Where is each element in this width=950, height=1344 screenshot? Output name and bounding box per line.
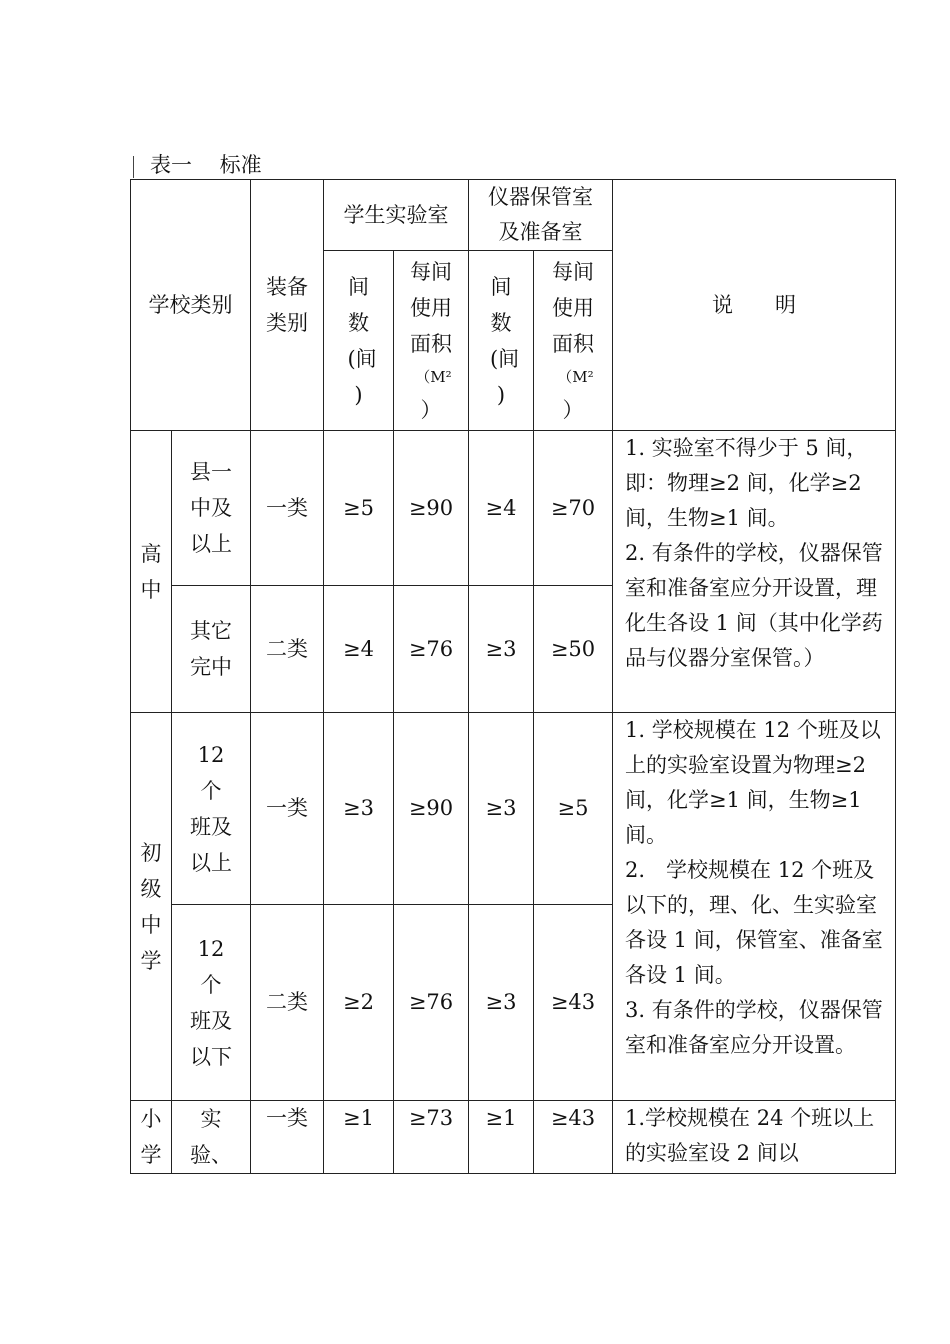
room-count-cell: ≥4: [469, 431, 534, 586]
room-count-cell: ≥3: [469, 713, 534, 905]
room-area-cell: ≥43: [534, 905, 613, 1101]
room-area-cell: ≥70: [534, 431, 613, 586]
equip-type-cell: 一类: [251, 431, 324, 586]
lab-count-cell: ≥5: [324, 431, 394, 586]
header-storage-room: 仪器保管室 及准备室: [469, 180, 613, 251]
room-area-cell: ≥5: [534, 713, 613, 905]
room-area-cell: ≥50: [534, 586, 613, 713]
sub-category: 12 个 班及 以下: [172, 905, 251, 1101]
header-school-type: 学校类别: [131, 180, 251, 431]
group-label-junior-high: 初 级 中 学: [131, 713, 172, 1101]
header-student-lab: 学生实验室: [324, 180, 469, 251]
lab-area-cell: ≥76: [394, 905, 469, 1101]
header-lab-count: 间 数 (间 ): [324, 251, 394, 431]
header-room-count: 间 数 (间 ): [469, 251, 534, 431]
lab-count-cell: ≥3: [324, 713, 394, 905]
room-count-cell: ≥3: [469, 586, 534, 713]
lab-count-cell: ≥2: [324, 905, 394, 1101]
header-row-1: [131, 180, 896, 251]
text-cursor-mark: [133, 156, 140, 178]
header-lab-area: 每间 使用 面积 （M² ）: [394, 251, 469, 431]
note-junior-high: 1. 学校规模在 12 个班及以上的实验室设置为物理≥2 间，化学≥1 间，生物≥1 间。 2. 学校规模在 12 个班及以下的，理、化、生实验室各设 1 间，保管室、准备室各设 1 间。 3. 有条件的学校，仪器保管室和准备室应分开设置。: [613, 713, 896, 1101]
lab-count-cell: ≥4: [324, 586, 394, 713]
equip-type-cell: 一类: [251, 713, 324, 905]
header-note: 说 明: [613, 180, 896, 431]
caption-text: 表一 标准: [150, 153, 262, 177]
group-label-primary: 小 学: [131, 1101, 172, 1174]
header-room-area: 每间 使用 面积 （M² ）: [534, 251, 613, 431]
room-count-cell: ≥3: [469, 905, 534, 1101]
room-count-cell: ≥1: [469, 1101, 534, 1174]
equip-type-cell: 二类: [251, 586, 324, 713]
table-caption: [133, 150, 262, 180]
room-area-cell: ≥43: [534, 1101, 613, 1174]
table-row: [131, 713, 896, 905]
sub-category: 其它 完中: [172, 586, 251, 713]
header-equip-type: 装备 类别: [251, 180, 324, 431]
lab-area-cell: ≥73: [394, 1101, 469, 1174]
note-high-school: 1. 实验室不得少于 5 间，即：物理≥2 间，化学≥2 间，生物≥1 间。 2. 有条件的学校，仪器保管室和准备室应分开设置，理化生各设 1 间（其中化学药品与仪器分室保管。）: [613, 431, 896, 713]
lab-area-cell: ≥76: [394, 586, 469, 713]
equip-type-cell: 一类: [251, 1101, 324, 1174]
equipment-standard-table: [130, 179, 896, 1174]
equip-type-cell: 二类: [251, 905, 324, 1101]
group-label-high-school: 高 中: [131, 431, 172, 713]
lab-area-cell: ≥90: [394, 431, 469, 586]
table-row: [131, 1101, 896, 1174]
sub-category: 县一 中及 以上: [172, 431, 251, 586]
table-row: [131, 431, 896, 586]
lab-area-cell: ≥90: [394, 713, 469, 905]
sub-category: 12 个 班及 以上: [172, 713, 251, 905]
lab-count-cell: ≥1: [324, 1101, 394, 1174]
note-primary: 1.学校规模在 24 个班以上的实验室设 2 间以: [613, 1101, 896, 1174]
sub-category: 实 验、: [172, 1101, 251, 1174]
